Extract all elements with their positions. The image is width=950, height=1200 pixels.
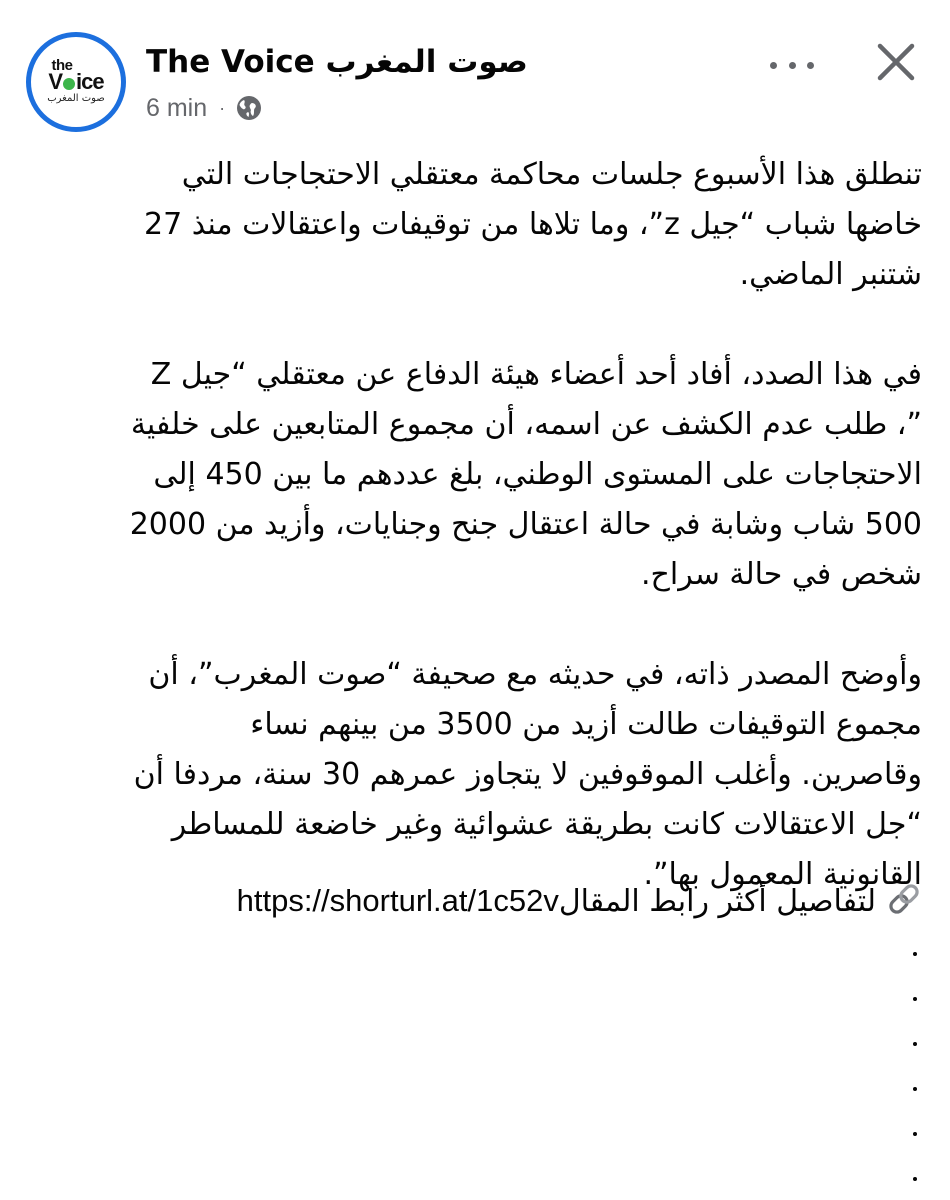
logo-text-voice — [48, 69, 104, 94]
more-options-icon[interactable] — [770, 50, 814, 80]
trailing-dot — [905, 930, 925, 975]
logo-green-dot — [63, 78, 75, 90]
more-dot — [807, 62, 814, 69]
meta-separator: · — [219, 97, 226, 118]
logo-text-the: the — [51, 57, 73, 74]
post-time[interactable]: 6 min — [146, 93, 208, 122]
article-link-label: لتفاصيل أكثر رابط المقال — [558, 884, 876, 919]
page-name-link[interactable]: The Voice صوت المغرب — [146, 44, 528, 80]
post-paragraph-1: تنطلق هذا الأسبوع جلسات محاكمة معتقلي الاحتجاجات التي خاضها شباب “جيل z”، وما تلاها من توقيفات واعتقالات منذ 27 شتنبر الماضي. — [143, 157, 922, 292]
logo-letter-v: V — [48, 69, 63, 94]
trailing-dot — [905, 1020, 925, 1065]
trailing-dot — [905, 1110, 925, 1155]
close-icon[interactable] — [872, 38, 920, 86]
post-header — [0, 0, 950, 150]
avatar[interactable] — [26, 32, 126, 132]
trailing-dots — [905, 930, 925, 1200]
trailing-dot — [905, 1065, 925, 1110]
trailing-dot — [905, 975, 925, 1020]
post-body — [24, 150, 922, 950]
globe-icon[interactable] — [235, 94, 263, 122]
logo-text-arabic: صوت المغرب — [47, 93, 105, 104]
article-link-url[interactable]: https://shorturl.at/1c52v — [236, 883, 559, 918]
post-paragraph-2: في هذا الصدد، أفاد أحد أعضاء هيئة الدفاع عن معتقلي “جيل Z ”، طلب عدم الكشف عن اسمه، أن مجموع المتابعين على خلفية الاحتجاجات على المستوى الوطني، بلغ عددهم ما بين 450 إلى 500 شاب وشابة في حالة اعتقال جنح وجنايات، وأزيد من 2000 شخص في حالة سراح. — [129, 357, 922, 592]
trailing-dot — [905, 1155, 925, 1200]
post-paragraph-3: وأوضح المصدر ذاته، في حديثه مع صحيفة “صوت المغرب”، أن مجموع التوقيفات طالت أزيد من 3500 من بينهم نساء وقاصرين. وأغلب الموقوفين لا يتجاوز عمرهم 30 سنة، مردفا أن “جل الاعتقالات كانت بطريقة عشوائية وغير خاضعة للمساطر القانونية المعمول بها”. — [133, 657, 922, 892]
more-dot — [789, 62, 796, 69]
logo-letters-ice: ice — [76, 69, 104, 94]
link-icon — [886, 881, 922, 917]
post-meta — [146, 92, 263, 124]
more-dot — [770, 62, 777, 69]
article-link-line — [24, 876, 922, 927]
